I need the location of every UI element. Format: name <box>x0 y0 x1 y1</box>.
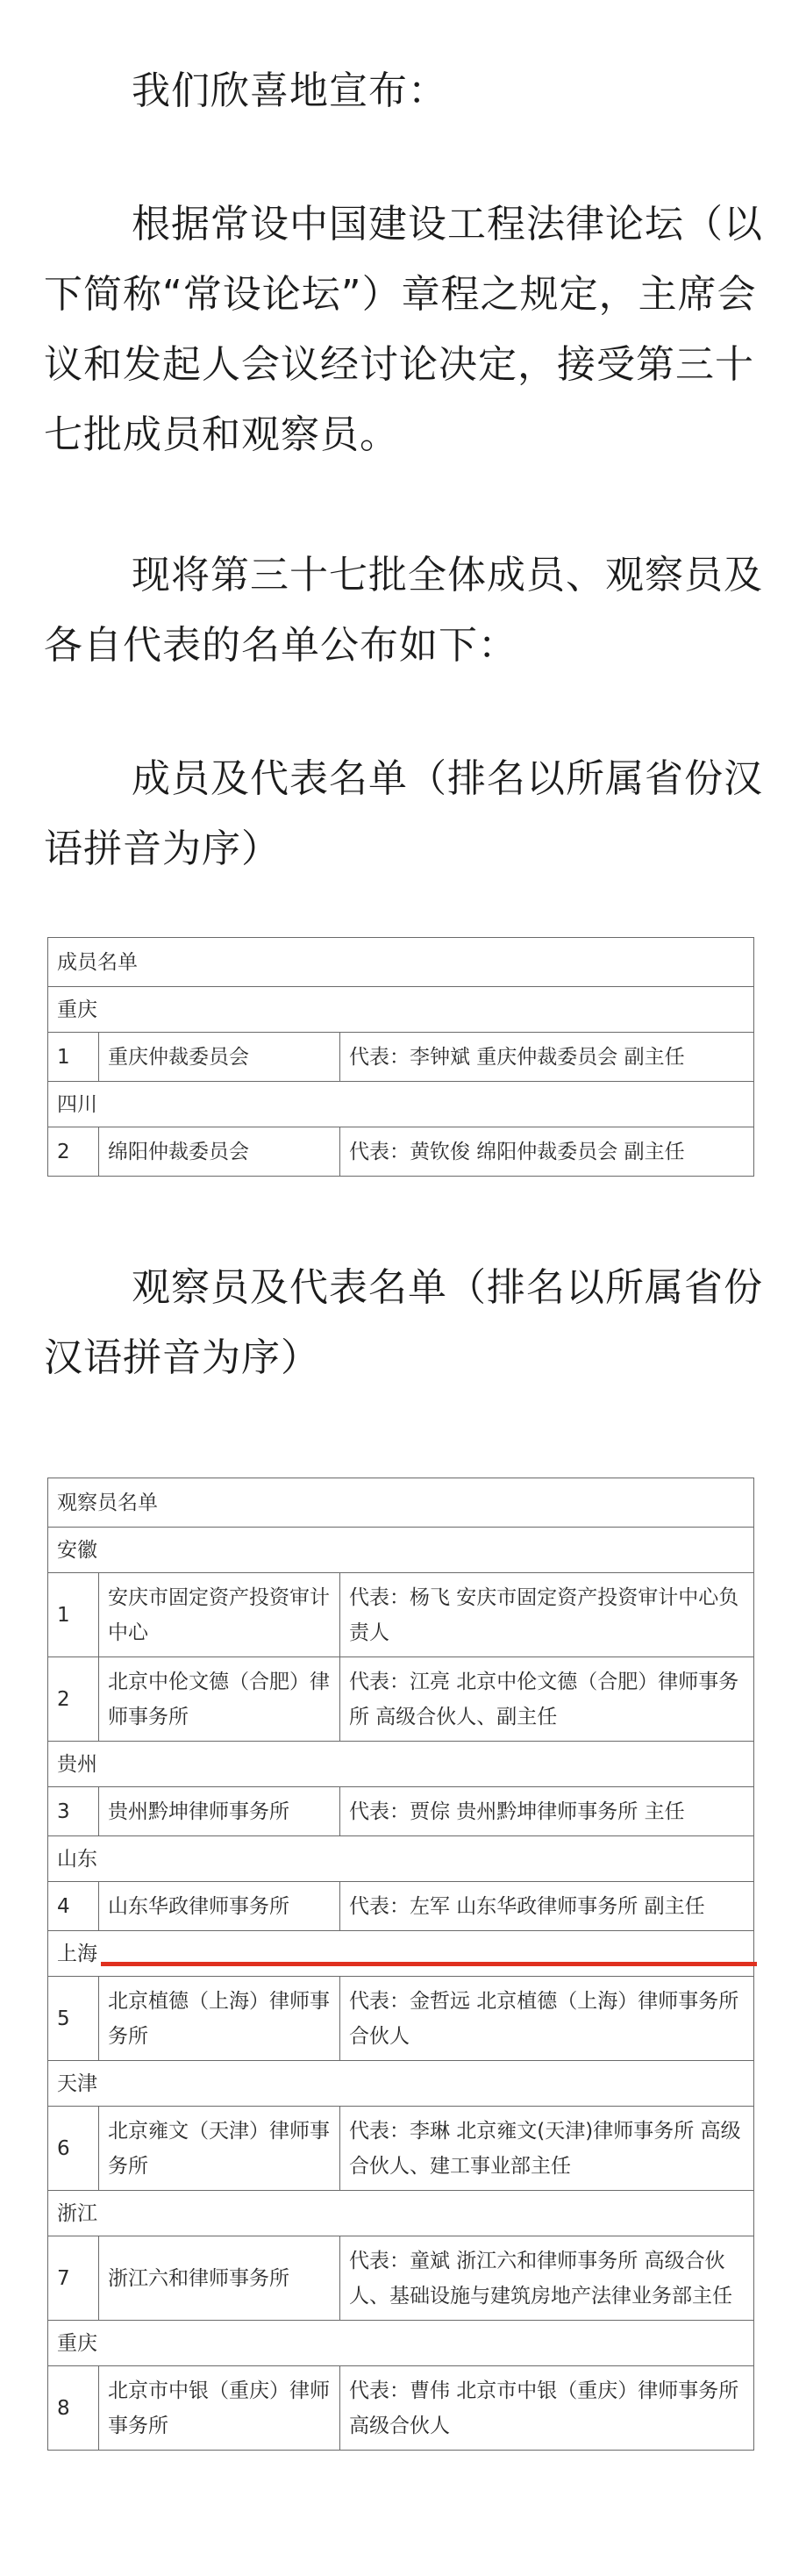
row-number: 8 <box>48 2366 99 2451</box>
region-row <box>48 2061 754 2107</box>
region-label: 重庆 <box>48 2321 754 2366</box>
table-row <box>48 2236 754 2321</box>
table-row <box>48 1573 754 1657</box>
table-row <box>48 1657 754 1742</box>
row-number: 1 <box>48 1573 99 1657</box>
table-row <box>48 1787 754 1836</box>
row-number: 1 <box>48 1033 99 1082</box>
table-row-highlighted <box>48 1882 754 1931</box>
table-title-row <box>48 1478 754 1528</box>
table-row <box>48 1127 754 1177</box>
region-row <box>48 1528 754 1573</box>
organization-name: 北京雍文（天津）律师事务所 <box>99 2107 340 2191</box>
list-intro-paragraph <box>44 540 767 681</box>
row-number: 2 <box>48 1127 99 1177</box>
representative: 代表：贾倧 贵州黔坤律师事务所 主任 <box>340 1787 754 1836</box>
representative: 代表：左军 山东华政律师事务所 副主任 <box>340 1882 754 1931</box>
organization-name: 贵州黔坤律师事务所 <box>99 1787 340 1836</box>
members-table <box>47 937 754 1177</box>
list-intro-text: 现将第三十七批全体成员、观察员及各自代表的名单公布如下： <box>44 553 763 668</box>
region-label: 浙江 <box>48 2191 754 2236</box>
region-row <box>48 1082 754 1127</box>
region-row <box>48 1836 754 1882</box>
region-label: 贵州 <box>48 1742 754 1787</box>
members-table-title: 成员名单 <box>48 938 754 987</box>
table-row <box>48 1977 754 2061</box>
organization-name: 山东华政律师事务所 <box>99 1882 340 1931</box>
announcement-text: 我们欣喜地宣布： <box>132 68 447 113</box>
region-label: 安徽 <box>48 1528 754 1573</box>
organization-name: 绵阳仲裁委员会 <box>99 1127 340 1177</box>
row-number: 2 <box>48 1657 99 1742</box>
announcement-line <box>44 56 767 126</box>
representative: 代表：黄钦俊 绵阳仲裁委员会 副主任 <box>340 1127 754 1177</box>
region-row <box>48 1931 754 1977</box>
members-heading-text: 成员及代表名单（排名以所属省份汉语拼音为序） <box>44 756 763 871</box>
representative: 代表：李钟斌 重庆仲裁委员会 副主任 <box>340 1033 754 1082</box>
region-row <box>48 2191 754 2236</box>
highlight-underline <box>101 1962 757 1966</box>
row-number: 7 <box>48 2236 99 2321</box>
decision-text: 根据常设中国建设工程法律论坛（以下简称“常设论坛”）章程之规定，主席会议和发起人会议经讨论决定，接受第三十七批成员和观察员。 <box>44 202 763 457</box>
organization-name: 重庆仲裁委员会 <box>99 1033 340 1082</box>
decision-paragraph <box>44 190 767 470</box>
table-row <box>48 2107 754 2191</box>
organization-name: 北京植德（上海）律师事务所 <box>99 1977 340 2061</box>
representative: 代表：金哲远 北京植德（上海）律师事务所 合伙人 <box>340 1977 754 2061</box>
region-row <box>48 1742 754 1787</box>
row-number: 4 <box>48 1882 99 1931</box>
representative: 代表：曹伟 北京市中银（重庆）律师事务所 高级合伙人 <box>340 2366 754 2451</box>
row-number: 6 <box>48 2107 99 2191</box>
region-label: 四川 <box>48 1082 754 1127</box>
representative: 代表：童斌 浙江六和律师事务所 高级合伙人、基础设施与建筑房地产法律业务部主任 <box>340 2236 754 2321</box>
region-label: 山东 <box>48 1836 754 1882</box>
observers-table-title: 观察员名单 <box>48 1478 754 1528</box>
region-label: 重庆 <box>48 987 754 1033</box>
observers-heading <box>44 1253 767 1393</box>
organization-name: 北京中伦文德（合肥）律师事务所 <box>99 1657 340 1742</box>
row-number: 3 <box>48 1787 99 1836</box>
table-row <box>48 1033 754 1082</box>
representative: 代表：江亮 北京中伦文德（合肥）律师事务所 高级合伙人、副主任 <box>340 1657 754 1742</box>
organization-name: 北京市中银（重庆）律师事务所 <box>99 2366 340 2451</box>
members-heading <box>44 744 767 884</box>
representative: 代表：杨飞 安庆市固定资产投资审计中心负责人 <box>340 1573 754 1657</box>
table-row <box>48 2366 754 2451</box>
row-number: 5 <box>48 1977 99 2061</box>
region-row <box>48 2321 754 2366</box>
region-label: 上海 <box>48 1931 754 1977</box>
table-title-row <box>48 938 754 987</box>
organization-name: 浙江六和律师事务所 <box>99 2236 340 2321</box>
region-label: 天津 <box>48 2061 754 2107</box>
observers-heading-text: 观察员及代表名单（排名以所属省份汉语拼音为序） <box>44 1265 763 1380</box>
organization-name: 安庆市固定资产投资审计中心 <box>99 1573 340 1657</box>
region-row <box>48 987 754 1033</box>
representative: 代表：李琳 北京雍文(天津)律师事务所 高级合伙人、建工事业部主任 <box>340 2107 754 2191</box>
